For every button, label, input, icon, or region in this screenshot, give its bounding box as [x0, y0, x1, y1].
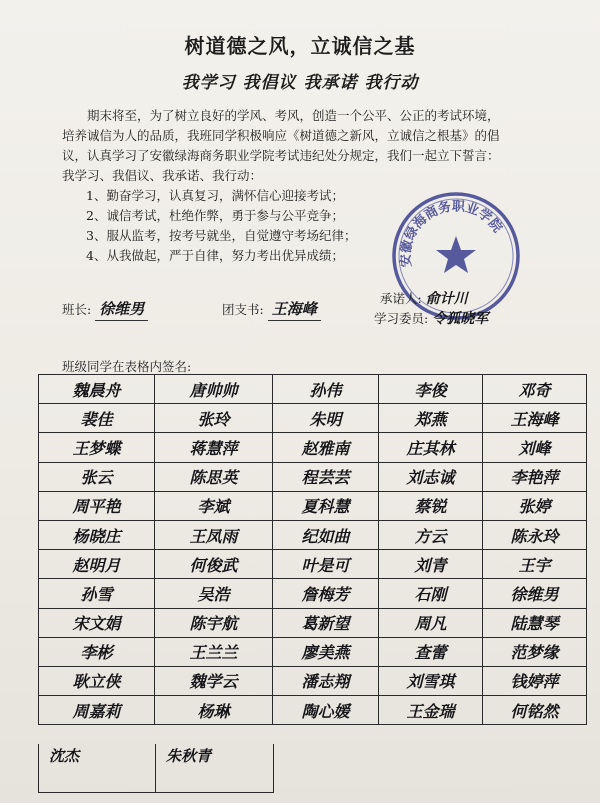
signature-cell: 蔡锐	[379, 491, 483, 520]
extra-signature-cell-2	[155, 744, 274, 793]
signature-cell: 王兰兰	[155, 637, 273, 666]
table-row	[39, 608, 587, 637]
signature-cell: 刘志诚	[379, 462, 483, 491]
secretary-signature	[222, 298, 321, 321]
signature-cell: 周嘉莉	[39, 696, 155, 725]
extra-signature-cell-1	[38, 744, 156, 793]
document-title: 树道德之风，立诚信之基	[184, 34, 416, 58]
signature-cell: 杨晓庄	[39, 520, 155, 549]
signature-cell: 李斌	[155, 491, 273, 520]
table-row	[39, 404, 587, 433]
signature-cell: 张云	[39, 462, 155, 491]
table-row	[39, 637, 587, 666]
pledge-item-1: 1、勤奋学习，认真复习，满怀信心迎接考试；	[86, 188, 344, 203]
signature-cell: 邓奇	[483, 375, 587, 404]
signature-cell: 方云	[379, 520, 483, 549]
signature-cell: 张玲	[155, 404, 273, 433]
paragraph-line: 我学习、我倡议、我承诺、我行动：	[62, 168, 263, 183]
signature-cell: 赵雅南	[273, 433, 379, 462]
signature-cell: 耿立侠	[39, 666, 155, 695]
monitor-signature	[62, 298, 148, 321]
table-row	[39, 696, 587, 725]
signature-table	[38, 374, 587, 725]
signature-cell: 查蕾	[379, 637, 483, 666]
signature-cell: 叶是可	[273, 550, 379, 579]
table-row	[39, 433, 587, 462]
signature-cell: 朱明	[273, 404, 379, 433]
signature-cell: 张婷	[483, 491, 587, 520]
signature-cell: 陈思英	[155, 462, 273, 491]
signature-cell: 王宇	[483, 550, 587, 579]
signature-cell: 魏学云	[155, 666, 273, 695]
signature-cell: 刘雪琪	[379, 666, 483, 695]
signature-cell: 郑燕	[379, 404, 483, 433]
paragraph-line: 培养诚信为人的品质，我班同学积极响应《树道德之新风，立诚信之根基》的倡	[62, 128, 500, 143]
signature-cell: 李俊	[379, 375, 483, 404]
seal-text: 安徽绿海商务职业学院	[398, 199, 505, 268]
signature-cell: 孙伟	[273, 375, 379, 404]
signature-cell: 程芸芸	[273, 462, 379, 491]
signature-cell: 杨琳	[155, 696, 273, 725]
signature-cell: 吴浩	[155, 579, 273, 608]
signature-cell: 王海峰	[483, 404, 587, 433]
signature-cell: 周平艳	[39, 491, 155, 520]
signature: 沈杰	[49, 747, 80, 765]
monitor-label: 班长:	[62, 302, 92, 317]
study-committee-signature	[374, 308, 488, 328]
secretary-signature-text: 王海峰	[268, 298, 321, 321]
pledge-paragraph	[62, 106, 540, 186]
paragraph-line: 议，认真学习了安徽绿海商务职业学院考试违纪处分规定，我们一起立下誓言：	[62, 148, 500, 163]
signature-cell: 陈宇航	[155, 608, 273, 637]
signature-cell: 裴佳	[39, 404, 155, 433]
signature-cell: 王凤雨	[155, 520, 273, 549]
paragraph-line: 期末将至，为了树立良好的学风、考风，创造一个公平、公正的考试环境，	[87, 108, 500, 123]
table-label: 班级同学在表格内签名:	[62, 359, 192, 374]
signature-cell: 王梦蝶	[39, 433, 155, 462]
signature-cell: 魏晨舟	[39, 375, 155, 404]
table-row	[39, 375, 587, 404]
slogan: 我学习 我倡议 我承诺 我行动	[181, 73, 419, 93]
pledge-item-4: 4、从我做起，严于自律，努力考出优异成绩；	[86, 248, 344, 263]
signature-cell: 葛新望	[273, 608, 379, 637]
table-row	[39, 666, 587, 695]
pledge-item-3: 3、服从监考，按考号就坐，自觉遵守考场纪律；	[86, 228, 357, 243]
signature-cell: 潘志翔	[273, 666, 379, 695]
signature-cell: 陆慧琴	[483, 608, 587, 637]
signature-cell: 石刚	[379, 579, 483, 608]
signature-cell: 李艳萍	[483, 462, 587, 491]
promiser-signature	[380, 288, 468, 308]
signature-cell: 何俊武	[155, 550, 273, 579]
promiser-signature-text: 俞计川	[425, 291, 468, 307]
signature-cell: 王金瑞	[379, 696, 483, 725]
signature-cell: 陶心媛	[273, 696, 379, 725]
signature-cell: 徐维男	[483, 579, 587, 608]
signature-cell: 宋文娟	[39, 608, 155, 637]
signature-cell: 刘峰	[483, 433, 587, 462]
table-row	[39, 520, 587, 549]
signature-cell: 赵明月	[39, 550, 155, 579]
signature-cell: 刘青	[379, 550, 483, 579]
signature-cell: 纪如曲	[273, 520, 379, 549]
table-row	[39, 579, 587, 608]
table-row	[39, 550, 587, 579]
signature-cell: 詹梅芳	[273, 579, 379, 608]
signature-cell: 范梦缘	[483, 637, 587, 666]
signature-cell: 何铭然	[483, 696, 587, 725]
secretary-label: 团支书:	[222, 302, 264, 317]
signature-cell: 廖美燕	[273, 637, 379, 666]
signature-cell: 陈永玲	[483, 520, 587, 549]
table-row	[39, 462, 587, 491]
monitor-signature-text: 徐维男	[95, 298, 148, 321]
signature-cell: 蒋慧萍	[155, 433, 273, 462]
signature-cell: 夏科慧	[273, 491, 379, 520]
signature-cell: 钱婷萍	[483, 666, 587, 695]
signature-cell: 庄其林	[379, 433, 483, 462]
promiser-label: 承诺人:	[380, 291, 422, 306]
study-committee-signature-text: 令狐晓军	[432, 311, 489, 327]
signature-cell: 周凡	[379, 608, 483, 637]
signature-cell: 唐帅帅	[155, 375, 273, 404]
table-row	[39, 491, 587, 520]
signature: 朱秋青	[166, 747, 212, 765]
pledge-item-2: 2、诚信考试，杜绝作弊，勇于参与公平竞争；	[86, 208, 344, 223]
study-committee-label: 学习委员:	[374, 311, 429, 326]
signature-cell: 孙雪	[39, 579, 155, 608]
signature-cell: 李彬	[39, 637, 155, 666]
